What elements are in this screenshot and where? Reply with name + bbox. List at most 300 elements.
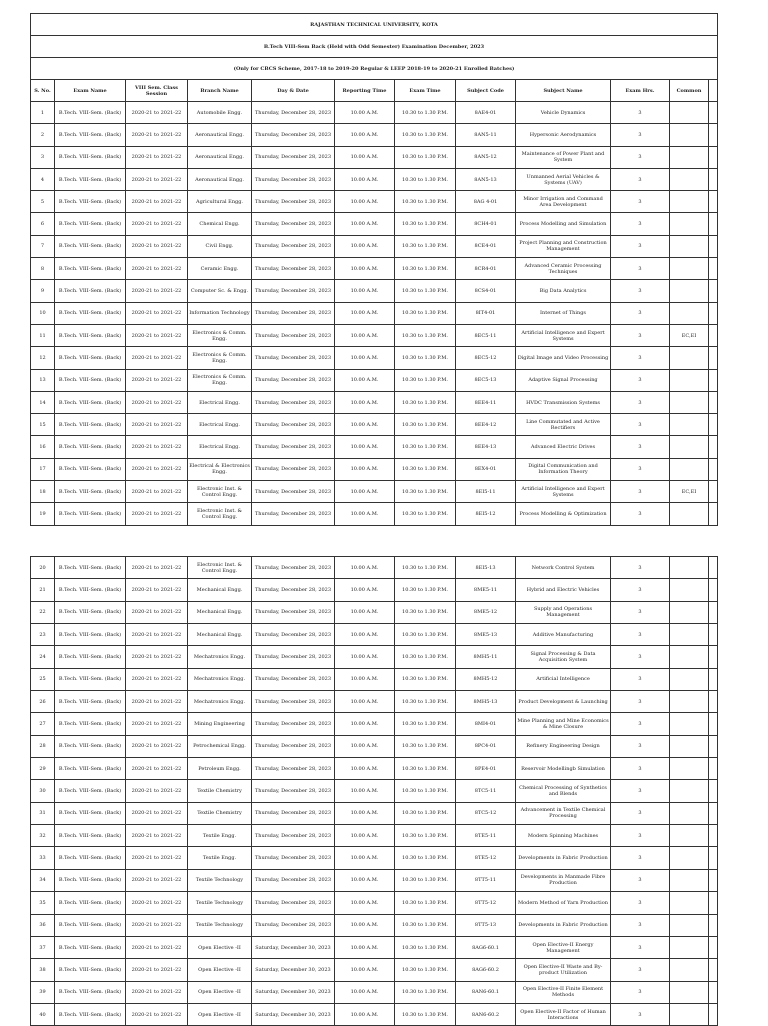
session-cell: 2020-21 to 2021-22 bbox=[126, 892, 188, 914]
reporting-time-cell: 10.00 A.M. bbox=[335, 624, 395, 646]
common-cell bbox=[670, 601, 709, 623]
branch-cell: Ceramic Engg. bbox=[188, 258, 252, 280]
branch-cell: Open Elective -II bbox=[188, 1003, 252, 1025]
subject-code-cell: 8EE4-13 bbox=[456, 436, 516, 458]
reporting-time-cell: 10.00 A.M. bbox=[335, 213, 395, 235]
session-cell: 2020-21 to 2021-22 bbox=[126, 825, 188, 847]
subject-code-cell: 8TT5-12 bbox=[456, 892, 516, 914]
date-cell: Thursday, December 28, 2023 bbox=[252, 825, 335, 847]
subject-name-cell: Maintenance of Power Plant and System bbox=[516, 146, 611, 168]
reporting-time-cell: 10.00 A.M. bbox=[335, 102, 395, 124]
branch-cell: Electronics & Comm. Engg. bbox=[188, 347, 252, 369]
sno-cell: 8 bbox=[31, 258, 55, 280]
blank-cell bbox=[709, 347, 718, 369]
subject-name-cell: Minor Irrigation and Command Area Development bbox=[516, 191, 611, 213]
branch-cell: Computer Sc. & Engg. bbox=[188, 280, 252, 302]
session-cell: 2020-21 to 2021-22 bbox=[126, 324, 188, 346]
exam-name-cell: B.Tech. VIII-Sem. (Back) bbox=[55, 503, 126, 525]
date-cell: Thursday, December 28, 2023 bbox=[252, 124, 335, 146]
exam-name-cell: B.Tech. VIII-Sem. (Back) bbox=[55, 481, 126, 503]
subject-code-cell: 8CR4-01 bbox=[456, 258, 516, 280]
branch-cell: Mechatronics Engg. bbox=[188, 646, 252, 668]
reporting-time-cell: 10.00 A.M. bbox=[335, 847, 395, 869]
schedule-table-page-2 bbox=[30, 556, 718, 1026]
common-cell bbox=[670, 825, 709, 847]
col-header-exam-time: Exam Time bbox=[395, 80, 456, 102]
column-header-row bbox=[31, 80, 718, 102]
session-cell: 2020-21 to 2021-22 bbox=[126, 347, 188, 369]
exam-time-cell: 10.30 to 1.30 P.M. bbox=[395, 892, 456, 914]
exam-hrs-cell: 3 bbox=[611, 914, 670, 936]
subject-name-cell: Advancement in Textile Chemical Processing bbox=[516, 802, 611, 824]
exam-name-cell: B.Tech. VIII-Sem. (Back) bbox=[55, 1003, 126, 1025]
table-row bbox=[31, 124, 718, 146]
subject-code-cell: 8TC5-12 bbox=[456, 802, 516, 824]
date-cell: Thursday, December 28, 2023 bbox=[252, 414, 335, 436]
session-cell: 2020-21 to 2021-22 bbox=[126, 102, 188, 124]
date-cell: Thursday, December 28, 2023 bbox=[252, 503, 335, 525]
sno-cell: 12 bbox=[31, 347, 55, 369]
subject-code-cell: 8AG6-60.2 bbox=[456, 959, 516, 981]
subject-name-cell: Reservoir Modellingb Simulation bbox=[516, 758, 611, 780]
exam-time-cell: 10.30 to 1.30 P.M. bbox=[395, 369, 456, 391]
reporting-time-cell: 10.00 A.M. bbox=[335, 436, 395, 458]
common-cell bbox=[670, 280, 709, 302]
exam-name-cell: B.Tech. VIII-Sem. (Back) bbox=[55, 713, 126, 735]
session-cell: 2020-21 to 2021-22 bbox=[126, 959, 188, 981]
session-cell: 2020-21 to 2021-22 bbox=[126, 936, 188, 958]
date-cell: Thursday, December 28, 2023 bbox=[252, 146, 335, 168]
common-cell bbox=[670, 802, 709, 824]
branch-cell: Electronic Inst. & Control Engg. bbox=[188, 557, 252, 579]
branch-cell: Electrical & Electronics Engg. bbox=[188, 458, 252, 480]
col-header-common: Common bbox=[670, 80, 709, 102]
table-row bbox=[31, 302, 718, 324]
common-cell bbox=[670, 735, 709, 757]
exam-hrs-cell: 3 bbox=[611, 936, 670, 958]
exam-time-cell: 10.30 to 1.30 P.M. bbox=[395, 936, 456, 958]
table-row bbox=[31, 780, 718, 802]
subject-name-cell: Digital Image and Video Processing bbox=[516, 347, 611, 369]
common-cell bbox=[670, 302, 709, 324]
subject-code-cell: 8AG6-60.1 bbox=[456, 936, 516, 958]
subject-name-cell: Developments in Fabric Production bbox=[516, 847, 611, 869]
exam-hrs-cell: 3 bbox=[611, 780, 670, 802]
subject-name-cell: Refinery Engineering Design bbox=[516, 735, 611, 757]
exam-time-cell: 10.30 to 1.30 P.M. bbox=[395, 124, 456, 146]
exam-name-cell: B.Tech. VIII-Sem. (Back) bbox=[55, 936, 126, 958]
reporting-time-cell: 10.00 A.M. bbox=[335, 191, 395, 213]
exam-time-cell: 10.30 to 1.30 P.M. bbox=[395, 601, 456, 623]
branch-cell: Petrochemical Engg. bbox=[188, 735, 252, 757]
reporting-time-cell: 10.00 A.M. bbox=[335, 959, 395, 981]
subject-code-cell: 8IT4-01 bbox=[456, 302, 516, 324]
exam-hrs-cell: 3 bbox=[611, 959, 670, 981]
common-cell bbox=[670, 646, 709, 668]
session-cell: 2020-21 to 2021-22 bbox=[126, 391, 188, 413]
branch-cell: Aeronautical Engg. bbox=[188, 168, 252, 190]
session-cell: 2020-21 to 2021-22 bbox=[126, 713, 188, 735]
exam-name-cell: B.Tech. VIII-Sem. (Back) bbox=[55, 668, 126, 690]
sno-cell: 35 bbox=[31, 892, 55, 914]
date-cell: Thursday, December 28, 2023 bbox=[252, 646, 335, 668]
exam-name-cell: B.Tech. VIII-Sem. (Back) bbox=[55, 825, 126, 847]
common-cell bbox=[670, 503, 709, 525]
subject-code-cell: 8AN6-60.2 bbox=[456, 1003, 516, 1025]
exam-time-cell: 10.30 to 1.30 P.M. bbox=[395, 391, 456, 413]
exam-name-cell: B.Tech. VIII-Sem. (Back) bbox=[55, 436, 126, 458]
subject-name-cell: Advanced Electric Drives bbox=[516, 436, 611, 458]
blank-cell bbox=[709, 825, 718, 847]
common-cell bbox=[670, 557, 709, 579]
table-row bbox=[31, 258, 718, 280]
exam-hrs-cell: 3 bbox=[611, 735, 670, 757]
exam-hrs-cell: 3 bbox=[611, 391, 670, 413]
subject-code-cell: 8EI5-11 bbox=[456, 481, 516, 503]
table-row bbox=[31, 869, 718, 891]
exam-time-cell: 10.30 to 1.30 P.M. bbox=[395, 213, 456, 235]
table-row bbox=[31, 280, 718, 302]
subject-name-cell: Open Elective-II Waste and By-product Utilization bbox=[516, 959, 611, 981]
exam-time-cell: 10.30 to 1.30 P.M. bbox=[395, 458, 456, 480]
session-cell: 2020-21 to 2021-22 bbox=[126, 481, 188, 503]
blank-cell bbox=[709, 1003, 718, 1025]
subject-code-cell: 8EC5-11 bbox=[456, 324, 516, 346]
col-header-exam-name: Exam Name bbox=[55, 80, 126, 102]
subject-code-cell: 8EC5-13 bbox=[456, 369, 516, 391]
sno-cell: 14 bbox=[31, 391, 55, 413]
date-cell: Thursday, December 28, 2023 bbox=[252, 481, 335, 503]
table-row bbox=[31, 414, 718, 436]
exam-time-cell: 10.30 to 1.30 P.M. bbox=[395, 191, 456, 213]
session-cell: 2020-21 to 2021-22 bbox=[126, 847, 188, 869]
subject-code-cell: 8PC4-01 bbox=[456, 735, 516, 757]
blank-cell bbox=[709, 802, 718, 824]
exam-name-cell: B.Tech. VIII-Sem. (Back) bbox=[55, 369, 126, 391]
branch-cell: Textile Technology bbox=[188, 892, 252, 914]
exam-hrs-cell: 3 bbox=[611, 624, 670, 646]
table-row bbox=[31, 1003, 718, 1025]
subject-name-cell: Signal Processing & Data Acquisition System bbox=[516, 646, 611, 668]
common-cell bbox=[670, 1003, 709, 1025]
exam-time-cell: 10.30 to 1.30 P.M. bbox=[395, 914, 456, 936]
exam-name-cell: B.Tech. VIII-Sem. (Back) bbox=[55, 557, 126, 579]
reporting-time-cell: 10.00 A.M. bbox=[335, 802, 395, 824]
exam-name-cell: B.Tech. VIII-Sem. (Back) bbox=[55, 579, 126, 601]
table-row bbox=[31, 892, 718, 914]
branch-cell: Electrical Engg. bbox=[188, 436, 252, 458]
sno-cell: 9 bbox=[31, 280, 55, 302]
date-cell: Thursday, December 28, 2023 bbox=[252, 458, 335, 480]
sno-cell: 36 bbox=[31, 914, 55, 936]
sno-cell: 24 bbox=[31, 646, 55, 668]
exam-time-cell: 10.30 to 1.30 P.M. bbox=[395, 557, 456, 579]
sno-cell: 1 bbox=[31, 102, 55, 124]
exam-hrs-cell: 3 bbox=[611, 436, 670, 458]
blank-cell bbox=[709, 235, 718, 257]
exam-name-cell: B.Tech. VIII-Sem. (Back) bbox=[55, 869, 126, 891]
subject-name-cell: Additive Manufacturing bbox=[516, 624, 611, 646]
blank-cell bbox=[709, 280, 718, 302]
table-row bbox=[31, 914, 718, 936]
exam-time-cell: 10.30 to 1.30 P.M. bbox=[395, 168, 456, 190]
reporting-time-cell: 10.00 A.M. bbox=[335, 780, 395, 802]
date-cell: Thursday, December 28, 2023 bbox=[252, 391, 335, 413]
col-header-reporting-time: Reporting Time bbox=[335, 80, 395, 102]
reporting-time-cell: 10.00 A.M. bbox=[335, 981, 395, 1003]
branch-cell: Petroleum Engg. bbox=[188, 758, 252, 780]
common-cell bbox=[670, 258, 709, 280]
reporting-time-cell: 10.00 A.M. bbox=[335, 869, 395, 891]
branch-cell: Textile Chemistry bbox=[188, 802, 252, 824]
exam-hrs-cell: 3 bbox=[611, 347, 670, 369]
exam-time-cell: 10.30 to 1.30 P.M. bbox=[395, 579, 456, 601]
exam-name-cell: B.Tech. VIII-Sem. (Back) bbox=[55, 691, 126, 713]
session-cell: 2020-21 to 2021-22 bbox=[126, 168, 188, 190]
session-cell: 2020-21 to 2021-22 bbox=[126, 213, 188, 235]
date-cell: Thursday, December 28, 2023 bbox=[252, 624, 335, 646]
common-cell bbox=[670, 369, 709, 391]
subject-name-cell: Process Modelling & Optimization bbox=[516, 503, 611, 525]
branch-cell: Mechanical Engg. bbox=[188, 579, 252, 601]
reporting-time-cell: 10.00 A.M. bbox=[335, 369, 395, 391]
branch-cell: Open Elective -II bbox=[188, 936, 252, 958]
branch-cell: Electronics & Comm. Engg. bbox=[188, 324, 252, 346]
branch-cell: Automobile Engg. bbox=[188, 102, 252, 124]
blank-cell bbox=[709, 758, 718, 780]
sno-cell: 33 bbox=[31, 847, 55, 869]
exam-time-cell: 10.30 to 1.30 P.M. bbox=[395, 981, 456, 1003]
blank-cell bbox=[709, 601, 718, 623]
date-cell: Saturday, December 30, 2023 bbox=[252, 959, 335, 981]
exam-name-cell: B.Tech. VIII-Sem. (Back) bbox=[55, 347, 126, 369]
exam-time-cell: 10.30 to 1.30 P.M. bbox=[395, 1003, 456, 1025]
exam-hrs-cell: 3 bbox=[611, 102, 670, 124]
table-row bbox=[31, 436, 718, 458]
subject-name-cell: Open Elective-II Factor of Human Interactions bbox=[516, 1003, 611, 1025]
subject-code-cell: 8ME5-12 bbox=[456, 601, 516, 623]
reporting-time-cell: 10.00 A.M. bbox=[335, 414, 395, 436]
table-row bbox=[31, 624, 718, 646]
subject-code-cell: 8EE4-11 bbox=[456, 391, 516, 413]
exam-name-cell: B.Tech. VIII-Sem. (Back) bbox=[55, 280, 126, 302]
sno-cell: 5 bbox=[31, 191, 55, 213]
exam-hrs-cell: 3 bbox=[611, 802, 670, 824]
blank-cell bbox=[709, 324, 718, 346]
exam-time-cell: 10.30 to 1.30 P.M. bbox=[395, 668, 456, 690]
subject-name-cell: Modern Method of Yarn Production bbox=[516, 892, 611, 914]
exam-time-cell: 10.30 to 1.30 P.M. bbox=[395, 825, 456, 847]
sno-cell: 3 bbox=[31, 146, 55, 168]
subject-code-cell: 8EI5-12 bbox=[456, 503, 516, 525]
table-row bbox=[31, 847, 718, 869]
exam-hrs-cell: 3 bbox=[611, 758, 670, 780]
date-cell: Thursday, December 28, 2023 bbox=[252, 735, 335, 757]
branch-cell: Electronics & Comm. Engg. bbox=[188, 369, 252, 391]
session-cell: 2020-21 to 2021-22 bbox=[126, 280, 188, 302]
blank-cell bbox=[709, 624, 718, 646]
exam-hrs-cell: 3 bbox=[611, 369, 670, 391]
blank-cell bbox=[709, 869, 718, 891]
exam-time-cell: 10.30 to 1.30 P.M. bbox=[395, 735, 456, 757]
table-row bbox=[31, 825, 718, 847]
date-cell: Thursday, December 28, 2023 bbox=[252, 601, 335, 623]
exam-hrs-cell: 3 bbox=[611, 981, 670, 1003]
subject-code-cell: 8ME5-13 bbox=[456, 624, 516, 646]
exam-hrs-cell: 3 bbox=[611, 414, 670, 436]
common-cell bbox=[670, 213, 709, 235]
common-cell bbox=[670, 691, 709, 713]
exam-name-cell: B.Tech. VIII-Sem. (Back) bbox=[55, 258, 126, 280]
exam-time-cell: 10.30 to 1.30 P.M. bbox=[395, 959, 456, 981]
subject-name-cell: Developments in Fabric Production bbox=[516, 914, 611, 936]
session-cell: 2020-21 to 2021-22 bbox=[126, 758, 188, 780]
branch-cell: Aeronautical Engg. bbox=[188, 146, 252, 168]
blank-cell bbox=[709, 481, 718, 503]
subject-code-cell: 8AN5-12 bbox=[456, 146, 516, 168]
subject-name-cell: Modern Spinning Machines bbox=[516, 825, 611, 847]
date-cell: Thursday, December 28, 2023 bbox=[252, 713, 335, 735]
blank-cell bbox=[709, 959, 718, 981]
exam-hrs-cell: 3 bbox=[611, 503, 670, 525]
exam-name-cell: B.Tech. VIII-Sem. (Back) bbox=[55, 646, 126, 668]
table-row bbox=[31, 668, 718, 690]
exam-name-cell: B.Tech. VIII-Sem. (Back) bbox=[55, 914, 126, 936]
exam-time-cell: 10.30 to 1.30 P.M. bbox=[395, 235, 456, 257]
blank-cell bbox=[709, 168, 718, 190]
branch-cell: Chemical Engg. bbox=[188, 213, 252, 235]
exam-hrs-cell: 3 bbox=[611, 579, 670, 601]
subject-code-cell: 8TC5-11 bbox=[456, 780, 516, 802]
date-cell: Thursday, December 28, 2023 bbox=[252, 557, 335, 579]
exam-hrs-cell: 3 bbox=[611, 825, 670, 847]
exam-hrs-cell: 3 bbox=[611, 668, 670, 690]
subject-name-cell: Internet of Things bbox=[516, 302, 611, 324]
exam-name-cell: B.Tech. VIII-Sem. (Back) bbox=[55, 847, 126, 869]
date-cell: Thursday, December 28, 2023 bbox=[252, 302, 335, 324]
date-cell: Thursday, December 28, 2023 bbox=[252, 892, 335, 914]
reporting-time-cell: 10.00 A.M. bbox=[335, 825, 395, 847]
sno-cell: 30 bbox=[31, 780, 55, 802]
subject-name-cell: Developments in Manmade Fibre Production bbox=[516, 869, 611, 891]
exam-hrs-cell: 3 bbox=[611, 892, 670, 914]
table-row bbox=[31, 458, 718, 480]
scheme-note: (Only for CBCS Scheme, 2017-18 to 2019-20 Regular & LEEP 2018-19 to 2020-21 Enrolled Batches) bbox=[31, 58, 718, 80]
exam-name-cell: B.Tech. VIII-Sem. (Back) bbox=[55, 414, 126, 436]
session-cell: 2020-21 to 2021-22 bbox=[126, 235, 188, 257]
blank-cell bbox=[709, 436, 718, 458]
exam-name-cell: B.Tech. VIII-Sem. (Back) bbox=[55, 324, 126, 346]
subject-name-cell: Open Elective-II Finite Element Methods bbox=[516, 981, 611, 1003]
date-cell: Saturday, December 30, 2023 bbox=[252, 1003, 335, 1025]
subject-name-cell: HVDC Transmission Systems bbox=[516, 391, 611, 413]
blank-cell bbox=[709, 458, 718, 480]
sno-cell: 38 bbox=[31, 959, 55, 981]
date-cell: Thursday, December 28, 2023 bbox=[252, 847, 335, 869]
exam-name-cell: B.Tech. VIII-Sem. (Back) bbox=[55, 458, 126, 480]
session-cell: 2020-21 to 2021-22 bbox=[126, 503, 188, 525]
blank-cell bbox=[709, 735, 718, 757]
branch-cell: Open Elective -II bbox=[188, 959, 252, 981]
sno-cell: 34 bbox=[31, 869, 55, 891]
sno-cell: 22 bbox=[31, 601, 55, 623]
common-cell bbox=[670, 713, 709, 735]
subject-name-cell: Unmanned Aerial Vehicles & Systems (UAV) bbox=[516, 168, 611, 190]
branch-cell: Electronic Inst. & Control Engg. bbox=[188, 503, 252, 525]
subject-code-cell: 8AN5-11 bbox=[456, 124, 516, 146]
table-row bbox=[31, 735, 718, 757]
sno-cell: 40 bbox=[31, 1003, 55, 1025]
reporting-time-cell: 10.00 A.M. bbox=[335, 503, 395, 525]
sno-cell: 25 bbox=[31, 668, 55, 690]
common-cell bbox=[670, 624, 709, 646]
session-cell: 2020-21 to 2021-22 bbox=[126, 780, 188, 802]
exam-hrs-cell: 3 bbox=[611, 601, 670, 623]
reporting-time-cell: 10.00 A.M. bbox=[335, 124, 395, 146]
session-cell: 2020-21 to 2021-22 bbox=[126, 124, 188, 146]
reporting-time-cell: 10.00 A.M. bbox=[335, 280, 395, 302]
blank-cell bbox=[709, 981, 718, 1003]
exam-hrs-cell: 3 bbox=[611, 213, 670, 235]
subject-name-cell: Artificial Intelligence and Expert Systems bbox=[516, 324, 611, 346]
sno-cell: 39 bbox=[31, 981, 55, 1003]
reporting-time-cell: 10.00 A.M. bbox=[335, 713, 395, 735]
subject-name-cell: Supply and Operations Management bbox=[516, 601, 611, 623]
sno-cell: 7 bbox=[31, 235, 55, 257]
reporting-time-cell: 10.00 A.M. bbox=[335, 324, 395, 346]
blank-cell bbox=[709, 713, 718, 735]
sno-cell: 28 bbox=[31, 735, 55, 757]
branch-cell: Textile Engg. bbox=[188, 847, 252, 869]
table-row bbox=[31, 936, 718, 958]
subject-name-cell: Mine Planning and Mine Economics & Mine Closure bbox=[516, 713, 611, 735]
blank-cell bbox=[709, 391, 718, 413]
branch-cell: Electronic Inst. & Control Engg. bbox=[188, 481, 252, 503]
table-row bbox=[31, 691, 718, 713]
table-row bbox=[31, 213, 718, 235]
blank-cell bbox=[709, 213, 718, 235]
exam-hrs-cell: 3 bbox=[611, 713, 670, 735]
exam-name-cell: B.Tech. VIII-Sem. (Back) bbox=[55, 391, 126, 413]
common-cell bbox=[670, 347, 709, 369]
exam-hrs-cell: 3 bbox=[611, 280, 670, 302]
subject-name-cell: Digital Communication and Information Theory bbox=[516, 458, 611, 480]
session-cell: 2020-21 to 2021-22 bbox=[126, 914, 188, 936]
blank-cell bbox=[709, 102, 718, 124]
date-cell: Thursday, December 28, 2023 bbox=[252, 324, 335, 346]
subject-name-cell: Product Development & Launching bbox=[516, 691, 611, 713]
subject-name-cell: Hypersonic Aerodynamics bbox=[516, 124, 611, 146]
reporting-time-cell: 10.00 A.M. bbox=[335, 735, 395, 757]
subject-name-cell: Project Planning and Construction Management bbox=[516, 235, 611, 257]
reporting-time-cell: 10.00 A.M. bbox=[335, 481, 395, 503]
table-row bbox=[31, 369, 718, 391]
table-row bbox=[31, 557, 718, 579]
blank-cell bbox=[709, 914, 718, 936]
sno-cell: 13 bbox=[31, 369, 55, 391]
common-cell bbox=[670, 146, 709, 168]
exam-hrs-cell: 3 bbox=[611, 458, 670, 480]
exam-title-row bbox=[31, 36, 718, 58]
branch-cell: Electrical Engg. bbox=[188, 414, 252, 436]
session-cell: 2020-21 to 2021-22 bbox=[126, 735, 188, 757]
exam-time-cell: 10.30 to 1.30 P.M. bbox=[395, 691, 456, 713]
branch-cell: Textile Engg. bbox=[188, 825, 252, 847]
exam-time-cell: 10.30 to 1.30 P.M. bbox=[395, 624, 456, 646]
branch-cell: Open Elective -II bbox=[188, 981, 252, 1003]
subject-name-cell: Big Data Analytics bbox=[516, 280, 611, 302]
common-cell bbox=[670, 780, 709, 802]
